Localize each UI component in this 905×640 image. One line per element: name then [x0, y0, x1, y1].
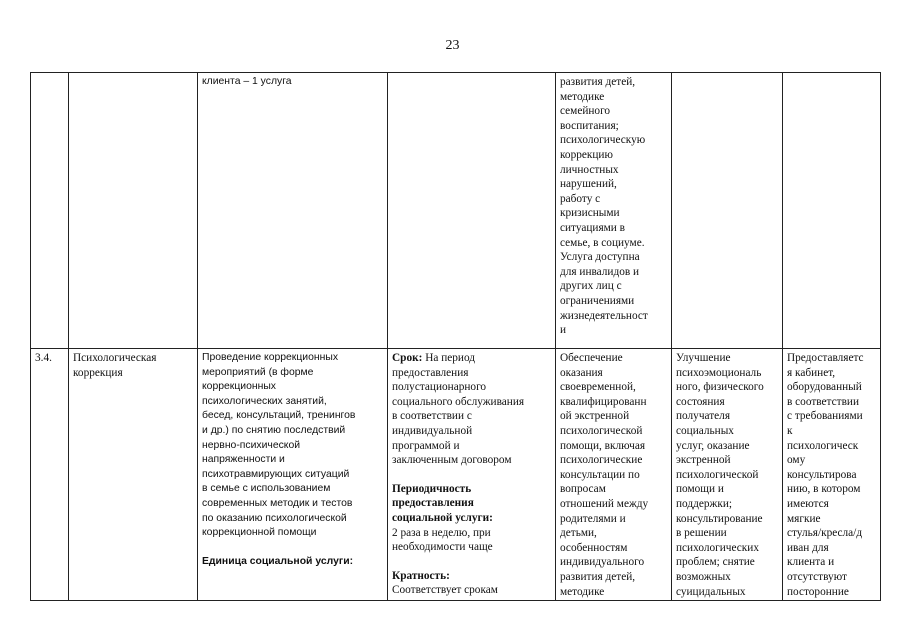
row2-number-cell: [31, 349, 69, 601]
term-label: Срок:: [392, 352, 423, 364]
row2-conditions-text: Обеспечение оказания своевременной, квалифицированн ой экстренной психологической помощи, включая психологические консультации по вопросам отношений между родителями и детьми, особенностям индивидуального развития детей, методике: [560, 352, 649, 598]
row2-service-name-cell: [69, 349, 198, 601]
row2-terms-cell: [388, 349, 556, 601]
row1-description-cell: [198, 73, 388, 349]
periodicity-label: Периодичность предоставления социальной услуги:: [392, 482, 493, 524]
row1-terms-cell: [388, 73, 556, 349]
row1-description-text: клиента – 1 услуга: [202, 76, 292, 87]
row1-service-name-cell: [69, 73, 198, 349]
multiplicity-label: Кратность:: [392, 569, 450, 582]
row1-number-cell: [31, 73, 69, 349]
row2-resources-cell: [783, 349, 881, 601]
table-row: [31, 73, 881, 349]
row2-description-text: Проведение коррекционных мероприятий (в форме коррекционных психологических занятий, бесед, консультаций, тренингов и др.) по снятию последствий нервно-психической напряженности и психотравмирующих ситуаций в семье с использованием современных методик и тестов по оказанию психологической коррекционной помощи: [202, 352, 356, 539]
row1-resources-cell: [783, 73, 881, 349]
row2-resources-text: Предоставляетс я кабинет, оборудованный в соответствии с требованиями к психологическ ому консультирова нию, в котором имеются мягкие стулья/кресла/д иван для клиента и отсутствуют посторонние: [787, 352, 864, 598]
table-row: [31, 349, 881, 601]
multiplicity-text: Соответствует срокам: [392, 584, 498, 597]
periodicity-text: 2 раза в неделю, при необходимости чаще: [392, 526, 493, 554]
row2-description-cell: [198, 349, 388, 601]
row2-number: 3.4.: [35, 352, 52, 364]
row1-conditions-cell: [556, 73, 672, 349]
row2-results-text: Улучшение психоэмоциональ ного, физического состояния получателя социальных услуг, оказание экстренной психологической помощи и поддержки; консультирование в решении психологических проблем; снятие возможных суицидальных: [676, 352, 764, 598]
row1-results-cell: [672, 73, 783, 349]
row2-service-name: Психологическая коррекция: [73, 352, 157, 379]
services-table: [30, 72, 881, 601]
unit-label: Единица социальной услуги:: [202, 555, 354, 567]
page-number: 23: [445, 38, 460, 53]
row2-results-cell: [672, 349, 783, 601]
term-text: На период предоставления полустационарного социального обслуживания в соответствии с индивидуальной программой и заключенным договором: [392, 352, 525, 467]
row1-conditions-text: развития детей, методике семейного воспитания; психологическую коррекцию личностных нарушений, работу с кризисными ситуациями в семье, в социуме. Услуга доступна для инвалидов и других лиц с ограничениями жизнедеятельност и: [560, 76, 648, 337]
row2-conditions-cell: [556, 349, 672, 601]
